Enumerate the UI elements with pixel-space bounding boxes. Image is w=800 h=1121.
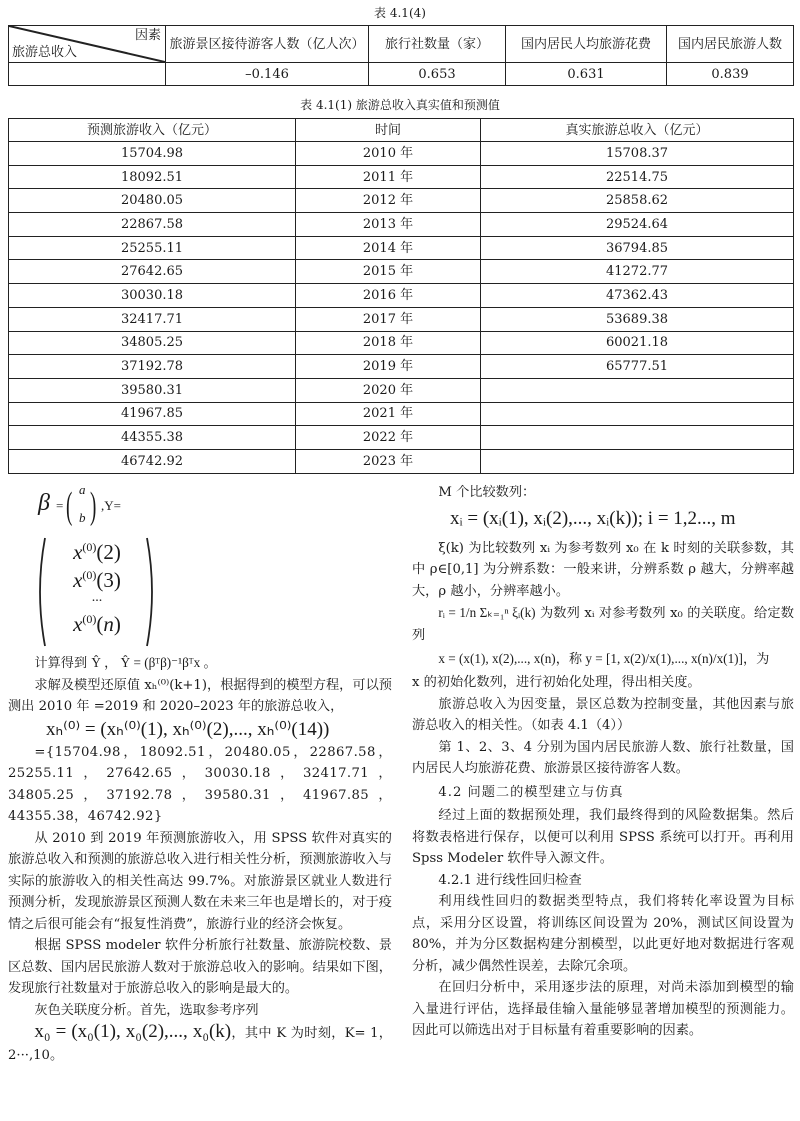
predicted-value-cell: 39580.31 <box>9 378 296 402</box>
table-row <box>9 402 794 426</box>
table-header-row <box>9 26 794 63</box>
year-cell: 2015 年 <box>296 260 481 284</box>
paragraph: 灰色关联度分析。首先，选取参考序列 <box>34 1002 259 1018</box>
beta-symbol: β <box>38 490 50 516</box>
correlation-table <box>8 25 794 86</box>
paragraph: 利用线性回归的数据类型特点，我们将转化率设置为目标点，采用分区设置，将训练区间设置为 20%，测试区间设置为 80%，并为分区数据构建分割模型，以此更好地对数据进行客观分析，减少偶然性误差，去除冗余项。 <box>412 894 794 974</box>
section-heading: 4.2 问题二的模型建立与仿真 <box>438 784 624 800</box>
xh-values: ={15704.98，18092.51，20480.05，22867.58，25255.11，27642.65，30030.18，32417.71，34805.25，37192.78，39580.31，41967.85，44355.38，46742.92} <box>8 744 392 824</box>
header-cell: 旅行社数量（家） <box>369 26 506 63</box>
year-cell: 2014 年 <box>296 236 481 260</box>
table-row <box>9 213 794 237</box>
y-matrix <box>35 536 125 646</box>
predicted-value-cell: 34805.25 <box>9 331 296 355</box>
table-row <box>9 426 794 450</box>
xh-formula: xₕ⁽⁰⁾ = (xₕ⁽⁰⁾(1), xₕ⁽⁰⁾(2),..., xₕ⁽⁰⁾(14)) <box>46 718 330 740</box>
table-row <box>9 449 794 473</box>
x0-line <box>8 1021 392 1066</box>
value-cell: 0.653 <box>369 63 506 86</box>
beta-a: a <box>79 482 86 497</box>
table-row <box>9 378 794 402</box>
year-cell: 2018 年 <box>296 331 481 355</box>
predicted-value-cell: 32417.71 <box>9 307 296 331</box>
table-row <box>9 63 794 86</box>
calc-text: 计算得到 <box>34 656 88 671</box>
table-row <box>9 260 794 284</box>
predicted-value-cell: 25255.11 <box>9 236 296 260</box>
actual-value-cell: 60021.18 <box>481 331 794 355</box>
actual-value-cell: 29524.64 <box>481 213 794 237</box>
predicted-value-cell: 44355.38 <box>9 426 296 450</box>
predicted-value-cell: 20480.05 <box>9 189 296 213</box>
x0-formula: x₀ = (x₀(1), x₀(2),..., x₀(k) <box>34 1021 232 1042</box>
predicted-value-cell: 41967.85 <box>9 402 296 426</box>
year-cell: 2019 年 <box>296 355 481 379</box>
paragraph: 在回归分析中，采用逐步法的原理，对尚未添加到模型的输入量进行评估，选择最佳输入量能够显著增加模型的预测能力。因此可以筛选出对于目标量有着重要影响的因素。 <box>412 980 794 1038</box>
diagonal-header-cell <box>9 26 166 63</box>
table-row <box>9 165 794 189</box>
paragraph: 第 1、2、3、4 分别为国内居民旅游人数、旅行社数量，国内居民人均旅游花费、旅游景区接待游客人数。 <box>412 739 794 776</box>
table-row <box>9 307 794 331</box>
matrix-entry: $x^{(0)}(n)$ <box>73 612 121 636</box>
predicted-value-cell: 15704.98 <box>9 142 296 166</box>
xi-formula: xᵢ = (xᵢ(1), xᵢ(2),..., xᵢ(k)); i = 1,2..., m <box>450 507 736 529</box>
year-cell: 2023 年 <box>296 449 481 473</box>
paragraph: 经过上面的数据预处理，我们最终得到的风险数据集。然后将数表格进行保存，以便可以利用 SPSS 系统可以打开。再利用 Spss Modeler 软件导入源文件。 <box>412 808 794 866</box>
predicted-value-cell: 46742.92 <box>9 449 296 473</box>
calc-line <box>8 652 392 675</box>
matrix-entry: $x^{(0)}(3)$ <box>73 568 121 592</box>
corner-income-label: 旅游总收入 <box>12 45 78 60</box>
table-row <box>9 355 794 379</box>
actual-value-cell <box>481 378 794 402</box>
header-cell: 国内居民旅游人数 <box>667 26 794 63</box>
corner-factor-label: 因素 <box>134 28 161 43</box>
actual-value-cell <box>481 402 794 426</box>
paragraph: 根据 SPSS modeler 软件分析旅行社数量、旅游院校数、景区总数、国内居民旅游人数对于旅游总收入的影响。结果如下图，发现旅行社数量对于旅游总收入的影响是最大的。 <box>8 938 392 996</box>
actual-value-cell: 53689.38 <box>481 307 794 331</box>
year-cell: 2016 年 <box>296 284 481 308</box>
actual-value-cell: 41272.77 <box>481 260 794 284</box>
year-cell: 2013 年 <box>296 213 481 237</box>
year-cell: 2010 年 <box>296 142 481 166</box>
header-cell: 旅游景区接待游客人数（亿人次） <box>166 26 369 63</box>
year-cell: 2022 年 <box>296 426 481 450</box>
year-cell: 2020 年 <box>296 378 481 402</box>
header-cell: 预测旅游收入（亿元） <box>9 119 296 142</box>
r-line <box>412 602 794 646</box>
predicted-value-cell: 27642.65 <box>9 260 296 284</box>
actual-value-cell: 36794.85 <box>481 236 794 260</box>
m-text: M 个比较数列： <box>438 485 536 500</box>
actual-value-cell: 47362.43 <box>481 284 794 308</box>
actual-value-cell <box>481 426 794 450</box>
actual-value-cell: 15708.37 <box>481 142 794 166</box>
table4-caption: 表 4.1(4) <box>374 6 426 20</box>
y-init-formula: x = (x(1), x(2),..., x(n)，称 y = [1, x(2)/x(1),..., x(n)/x(1)]，为 <box>438 651 770 666</box>
header-cell: 真实旅游总收入（亿元） <box>481 119 794 142</box>
actual-value-cell: 22514.75 <box>481 165 794 189</box>
paragraph: 从 2010 到 2019 年预测旅游收入，用 SPSS 软件对真实的旅游总收入和预测的旅游总收入进行相关性分析，预测旅游收入与实际的旅游收入的相关性高达 99.7%。对旅游景区就业人数进行预测分析，发现旅游景区预测人数在未来三年也是增长的，对于疫情之后很可能会有“报复性消费”，旅游行业的经济会恢复。 <box>8 830 392 932</box>
r-text: 为数列 xᵢ 对参考数列 x₀ 的关联度。给定数列 <box>412 606 794 643</box>
left-column <box>8 652 392 1066</box>
right-column <box>412 482 794 1042</box>
value-cell: –0.146 <box>166 63 369 86</box>
r-formula: rᵢ = 1/n Σₖ₌₁ⁿ ξᵢ(k) <box>438 605 536 620</box>
predicted-value-cell: 22867.58 <box>9 213 296 237</box>
header-cell: 国内居民人均旅游花费 <box>506 26 667 63</box>
table-header-row <box>9 119 794 142</box>
table-row <box>9 142 794 166</box>
predicted-value-cell: 37192.78 <box>9 355 296 379</box>
actual-value-cell: 65777.51 <box>481 355 794 379</box>
table-row <box>9 284 794 308</box>
table-row <box>9 189 794 213</box>
year-cell: 2012 年 <box>296 189 481 213</box>
predicted-value-cell: 30030.18 <box>9 284 296 308</box>
matrix-entry: ... <box>91 590 103 605</box>
paragraph: 求解及模型还原值 xₕ⁽⁰⁾(k+1)，根据得到的模型方程，可以预测出 2010 年 =2019 和 2020–2023 年的旅游总收入， <box>8 677 392 714</box>
table-row <box>9 331 794 355</box>
paragraph: ξ(k) 为比较数列 xᵢ 为参考数列 x₀ 在 k 时刻的关联参数，其中 ρ∈[0,1] 为分辨系数：一般来讲，分辨系数 ρ 越大，分辨率越大，ρ 越小，分辨率越小。 <box>412 540 794 599</box>
actual-value-cell <box>481 449 794 473</box>
actual-value-cell: 25858.62 <box>481 189 794 213</box>
revenue-table <box>8 118 794 474</box>
subsection-heading: 4.2.1 进行线性回归检查 <box>438 872 582 888</box>
year-cell: 2021 年 <box>296 402 481 426</box>
empty-cell <box>9 63 166 86</box>
x0-tail: ，其中 K 为时刻，K= 1，2···,10。 <box>8 1026 392 1063</box>
value-cell: 0.631 <box>506 63 667 86</box>
year-cell: 2011 年 <box>296 165 481 189</box>
paragraph: 旅游总收入为因变量，景区总数为控制变量，其他因素与旅游总收入的相关性。（如表 4.1（4）） <box>412 696 794 733</box>
beta-b: b <box>79 510 86 525</box>
value-cell: 0.839 <box>667 63 794 86</box>
header-cell: 时间 <box>296 119 481 142</box>
y-equals: ,Y= <box>101 498 121 513</box>
table-row <box>9 236 794 260</box>
beta-equation: β = ( a b ) ,Y= <box>38 482 121 527</box>
calc-formula: Ŷ ， Ŷ = (βᵀβ)⁻¹βᵀx 。 <box>91 655 217 670</box>
predicted-value-cell: 18092.51 <box>9 165 296 189</box>
year-cell: 2017 年 <box>296 307 481 331</box>
table1-caption: 表 4.1(1) 旅游总收入真实值和预测值 <box>300 98 500 112</box>
matrix-entry: $x^{(0)}(2)$ <box>73 540 121 564</box>
paragraph: x 的初始化数列，进行初始化处理，得出相关度。 <box>412 675 701 690</box>
